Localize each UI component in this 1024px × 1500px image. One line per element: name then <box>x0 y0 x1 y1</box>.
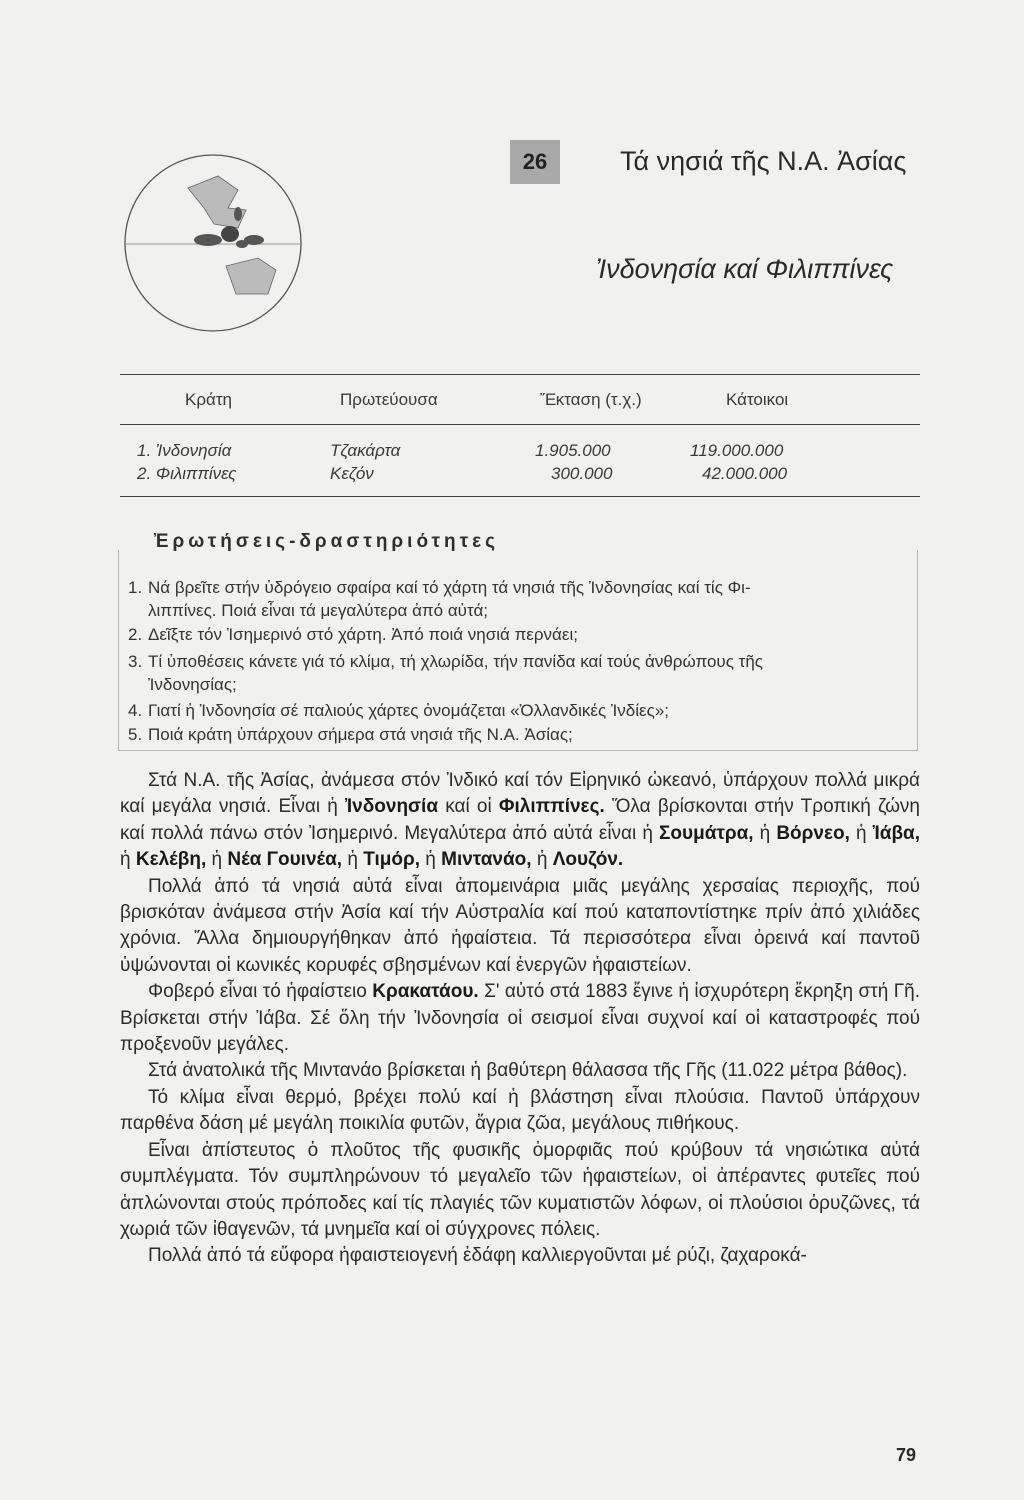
paragraph: Τό κλίμα εἶναι θερμό, βρέχει πολύ καί ἡ βλάστηση εἶναι πλούσια. Παντοῦ ὑπάρχουν παρθένα δάση μέ μεγάλη ποικιλία φυτῶν, ἄγρια ζῶα, μεγάλους πιθήκους. <box>120 1086 920 1135</box>
question-text: Τί ὑποθέσεις κάνετε γιά τό κλίμα, τή χλωρίδα, τήν πανίδα καί τούς ἀνθρώπους τῆς <box>148 652 763 671</box>
island-borneo <box>221 226 239 242</box>
table-top-rule <box>120 374 920 375</box>
question-item <box>128 699 908 722</box>
chapter-subtitle: Ἰνδονησία καί Φιλιππίνες <box>596 254 894 284</box>
globe-illustration <box>118 148 308 338</box>
table-cell-area: 1.905.000 <box>535 441 611 460</box>
question-item <box>128 576 908 622</box>
table-header-rule <box>120 424 920 425</box>
table-bottom-rule <box>120 496 920 497</box>
paragraph: Φοβερό εἶναι τό ἡφαίστειο Κρακατάου. Σ' αὐτό στά 1883 ἔγινε ἡ ἰσχυρότερη ἔκρηξη στή Γῆ. Βρίσκεται στήν Ἰάβα. Σέ ὅλη τήν Ἰνδονησία οἱ σεισμοί εἶναι συχνοί καί οἱ καταστροφές πού προξενοῦν μεγάλες. <box>120 981 920 1056</box>
question-number: 5. <box>128 725 143 744</box>
paragraph: Εἶναι ἀπίστευτος ὁ πλοῦτος τῆς φυσικῆς ὀμορφιᾶς πού κρύβουν τά νησιώτικα αὐτά συμπλέγματα. Τόν συμπληρώνουν τό μεγαλεῖο τῶν ἡφαιστείων, οἱ ἀπέραντες φυτεῖες πού ἁπλώνονται στούς πρόποδες καί τίς πλαγιές τῶν κυματιστῶν λόφων, οἱ πλούσιοι ὀρυζῶνες, τά χωριά τῶν ἰθαγενῶν, τά μνημεῖα καί οἱ σύγχρονες πόλεις. <box>120 1139 920 1240</box>
question-item <box>128 623 908 646</box>
question-text-cont: λιππίνες. Ποιά εἶναι τά μεγαλύτερα ἀπό αὐτά; <box>148 601 488 620</box>
question-item <box>128 650 908 696</box>
question-text: Γιατί ἡ Ἰνδονησία σέ παλιούς χάρτες ὀνομάζεται «Ὀλλανδικές Ἰνδίες»; <box>148 701 669 720</box>
question-item <box>128 723 908 746</box>
paragraph: Στά Ν.Α. τῆς Ἀσίας, ἀνάμεσα στόν Ἰνδικό καί τόν Εἰρηνικό ὠκεανό, ὑπάρχουν πολλά μικρά καί μεγάλα νησιά. Εἶναι ἡ Ἰνδονησία καί οἱ Φιλιππίνες. Ὅλα βρίσκονται στήν Τροπική ζώνη καί πολλά πάνω στόν Ἰσημερινό. Μεγαλύτερα ἀπό αὐτά εἶναι ἡ Σουμάτρα, ἡ Βόρνεο, ἡ Ἰάβα, ἡ Κελέβη, ἡ Νέα Γουινέα, ἡ Τιμόρ, ἡ Μιντανάο, ἡ Λουζόν. <box>120 770 921 871</box>
table-cell-capital: Κεζόν <box>330 464 374 483</box>
island-new-guinea <box>244 235 264 245</box>
table-cell-population: 42.000.000 <box>702 464 788 483</box>
table-header-country: Κράτη <box>185 390 233 409</box>
question-number: 4. <box>128 701 143 720</box>
question-number: 3. <box>128 652 143 671</box>
table-cell-area: 300.000 <box>551 464 613 483</box>
questions-heading: Ἐρωτήσεις-δραστηριότητες <box>148 531 505 553</box>
question-number: 1. <box>128 578 143 597</box>
page-number: 79 <box>896 1445 917 1465</box>
table-header-capital: Πρωτεύουσα <box>340 390 438 409</box>
question-text: Δεῖξτε τόν Ἰσημερινό στό χάρτη. Ἀπό ποιά νησιά περνάει; <box>148 625 578 644</box>
chapter-title: Τά νησιά τῆς Ν.Α. Ἀσίας <box>620 146 907 176</box>
table-cell-population: 119.000.000 <box>690 441 784 460</box>
question-text-cont: Ἰνδονησίας; <box>148 675 237 694</box>
paragraph: Πολλά ἀπό τά νησιά αὐτά εἶναι ἀπομεινάρια μιᾶς μεγάλης χερσαίας περιοχῆς, πού βρισκόταν ἀνάμεσα στήν Ἀσία καί τήν Αὐστραλία καί πού καταποντίστηκε πρίν ἀπό χιλιάδες χρόνια. Ἄλλα δημιουργήθηκαν ἀπό ἡφαίστεια. Τά περισσότερα εἶναι ὀρεινά καί παντοῦ ὑψώνονται οἱ κωνικές κορυφές σβησμένων καί ἐνεργῶν ἡφαιστείων. <box>120 875 920 976</box>
paragraph: Πολλά ἀπό τά εὔφορα ἡφαιστειογενή ἐδάφη καλλιεργοῦνται μέ ρύζι, ζαχαροκά- <box>148 1245 807 1267</box>
island-sumatra <box>194 234 222 246</box>
table-cell-capital: Τζακάρτα <box>330 441 401 460</box>
table-header-area: Ἔκταση (τ.χ.) <box>540 390 642 409</box>
body-text <box>120 768 920 1270</box>
question-text: Νά βρεῖτε στήν ὑδρόγειο σφαίρα καί τό χάρτη τά νησιά τῆς Ἰνδονησίας καί τίς Φι- <box>148 578 751 597</box>
question-text: Ποιά κράτη ὑπάρχουν σήμερα στά νησιά τῆς Ν.Α. Ἀσίας; <box>148 725 573 744</box>
landmass-australia <box>226 258 276 294</box>
table-cell-country: 2. Φιλιππίνες <box>137 464 237 483</box>
table-header-population: Κάτοικοι <box>726 390 789 409</box>
island-philippines <box>234 207 242 221</box>
chapter-number: 26 <box>510 140 560 184</box>
table-cell-country: 1. Ἰνδονησία <box>137 441 232 460</box>
question-number: 2. <box>128 625 143 644</box>
paragraph: Στά ἀνατολικά τῆς Μιντανάο βρίσκεται ἡ βαθύτερη θάλασσα τῆς Γῆς (11.022 μέτρα βάθος). <box>148 1060 908 1082</box>
